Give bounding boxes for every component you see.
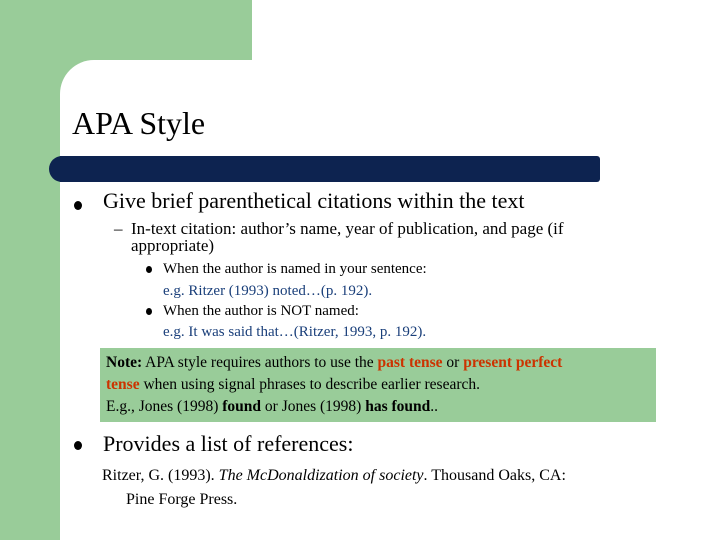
bullet-2-text: Provides a list of references:	[103, 431, 354, 456]
bullet-dot	[74, 201, 82, 210]
item-2-example: e.g. It was said that…(Ritzer, 1993, p. 192).	[163, 324, 427, 340]
reference-author: Ritzer, G. (1993).	[102, 467, 219, 484]
present-perfect-highlight: present perfect	[463, 354, 563, 371]
item-1-example: e.g. Ritzer (1993) noted…(p. 192).	[163, 283, 373, 299]
reference-publisher: . Thousand Oaks, CA:	[423, 467, 566, 484]
found-emphasis: found	[222, 398, 262, 415]
note-line-2	[106, 374, 656, 396]
note-box	[100, 348, 656, 422]
sub-bullet-line-1: In-text citation: author’s name, year of publication, and page (if	[131, 219, 564, 238]
slide-title: APA Style	[72, 105, 206, 141]
note-text: or Jones (1998)	[261, 398, 366, 415]
note-text: E.g., Jones (1998)	[106, 398, 223, 415]
bullet-dot	[74, 441, 82, 450]
reference-line-1	[102, 464, 566, 488]
background-green-left	[0, 0, 60, 540]
sub-bullet-dash: –	[114, 219, 123, 238]
note-text: when using signal phrases to describe earlier research.	[139, 376, 481, 393]
note-line-1	[106, 352, 656, 374]
note-line-3	[106, 396, 656, 418]
note-text: APA style requires authors to use the	[142, 354, 378, 371]
note-text: or	[442, 354, 464, 371]
item-1-line-1: When the author is named in your sentence:	[163, 261, 427, 277]
has-found-emphasis: has found	[365, 398, 431, 415]
note-label: Note:	[106, 354, 143, 371]
tense-highlight: tense	[106, 376, 140, 393]
past-tense-highlight: past tense	[377, 354, 443, 371]
bullet-1-text: Give brief parenthetical citations within the text	[103, 188, 525, 213]
bullet-dot	[146, 308, 152, 315]
reference-entry	[102, 464, 566, 512]
bullet-dot	[146, 266, 152, 273]
title-underline-bar	[60, 156, 600, 182]
reference-title: The McDonaldization of society	[218, 467, 424, 484]
note-text: ..	[430, 398, 439, 415]
reference-line-2: Pine Forge Press.	[126, 491, 238, 508]
sub-bullet-line-2: appropriate)	[131, 236, 215, 255]
item-2-line-1: When the author is NOT named:	[163, 303, 359, 319]
